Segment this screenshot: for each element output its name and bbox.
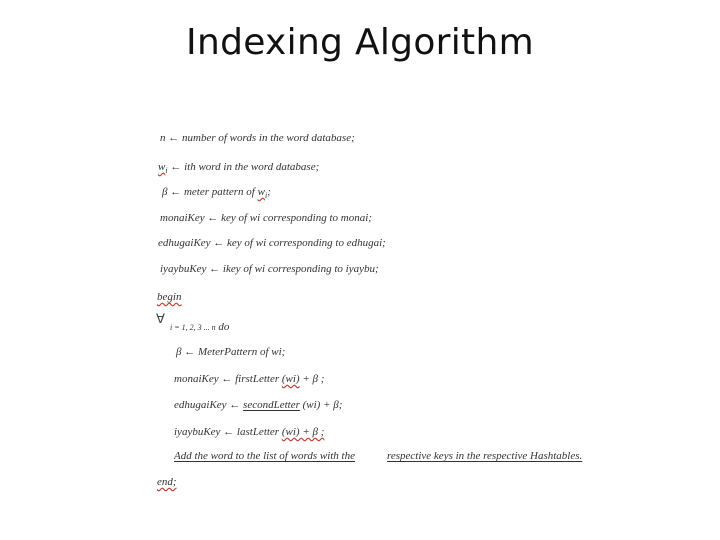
- monai-assign-text: monaiKey ← firstLetter: [174, 373, 282, 385]
- monai-assign-end: + β ;: [299, 373, 325, 385]
- algo-line-monai-assign: [174, 372, 324, 386]
- edhugai-assign-end: (wi) + β;: [299, 399, 343, 411]
- wi-subscript: i: [165, 166, 168, 176]
- hashtables-word: Hashtables.: [530, 450, 583, 462]
- algo-line-n: n ← number of words in the word database;: [160, 132, 355, 144]
- beta-end: ;: [267, 186, 271, 198]
- algo-line-iyaybu-assign: [174, 425, 324, 439]
- loop-range: i = 1, 2, 3 ... n: [170, 323, 216, 332]
- algo-line-iyaybukey: iyaybuKey ← ikey of wi corresponding to iyaybu;: [160, 263, 379, 275]
- monai-assign-wi: (wi): [281, 373, 300, 385]
- algo-begin: begin: [157, 291, 182, 303]
- algo-line-meterpattern: β ← MeterPattern of wi;: [176, 346, 286, 358]
- wi-text: ← ith word in the word database;: [167, 161, 320, 173]
- iyaybu-assign-wi: (wi) + β ;: [281, 426, 325, 438]
- algo-line-add: [174, 449, 582, 463]
- add-text-1: Add the word to the list of words with the: [174, 450, 355, 462]
- add-text-2: respective keys in the respective: [387, 450, 531, 462]
- slide-title: Indexing Algorithm: [186, 22, 534, 63]
- beta-wi: $w_i$: [257, 186, 268, 201]
- algo-end: end;: [157, 476, 177, 488]
- algo-loop: [170, 320, 229, 335]
- wi-var: w: [158, 161, 166, 173]
- loop-do: do: [215, 321, 230, 333]
- edhugai-assign-text: edhugaiKey ←: [174, 399, 244, 411]
- iyaybu-assign-text: iyaybuKey ← lastLetter: [174, 426, 282, 438]
- algo-line-wi: [158, 160, 319, 178]
- algo-line-beta: [162, 185, 271, 203]
- forall-symbol: ∀: [156, 312, 165, 327]
- second-letter: secondLetter: [243, 399, 300, 411]
- beta-text: β ← meter pattern of: [162, 186, 258, 198]
- algo-line-edhugaikey: edhugaiKey ← key of wi corresponding to edhugai;: [158, 237, 386, 249]
- algo-line-edhugai-assign: [174, 398, 342, 412]
- algo-line-monaikey: monaiKey ← key of wi corresponding to monai;: [160, 212, 372, 224]
